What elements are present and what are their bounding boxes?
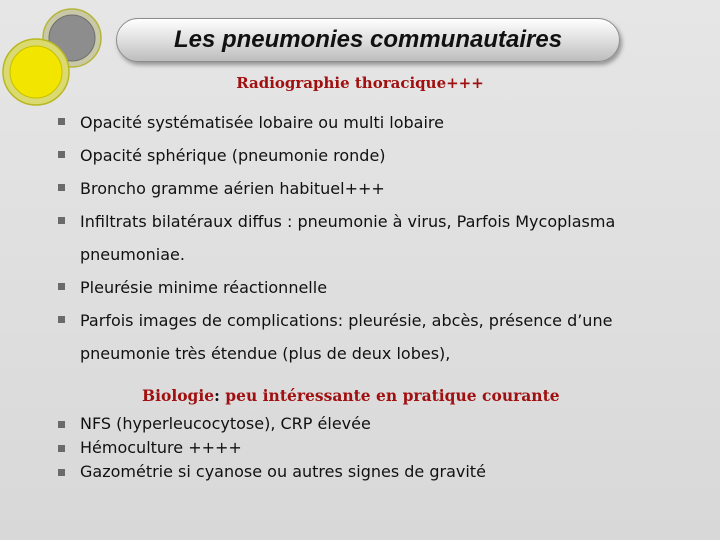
section-heading-radiography: Radiographie thoracique+++ xyxy=(236,74,484,92)
square-bullet-icon xyxy=(58,283,65,290)
square-bullet-icon xyxy=(58,316,65,323)
list-item: NFS (hyperleucocytose), CRP élevée xyxy=(58,412,698,436)
biology-label: Biologie xyxy=(142,386,215,405)
square-bullet-icon xyxy=(58,469,65,476)
square-bullet-icon xyxy=(58,184,65,191)
biology-list xyxy=(58,412,698,484)
list-item: Hémoculture ++++ xyxy=(58,436,698,460)
list-item: Infiltrats bilatéraux diffus : pneumonie à virus, Parfois Mycoplasma pneumoniae. xyxy=(58,205,698,271)
list-item: Gazométrie si cyanose ou autres signes de gravité xyxy=(58,460,698,484)
page-title: Les pneumonies communautaires xyxy=(173,26,563,53)
square-bullet-icon xyxy=(58,217,65,224)
title-banner xyxy=(116,18,620,62)
decorative-discs xyxy=(0,0,130,110)
square-bullet-icon xyxy=(58,421,65,428)
square-bullet-icon xyxy=(58,445,65,452)
radiography-list xyxy=(58,106,698,370)
biology-separator: : xyxy=(214,386,220,405)
biology-text: peu intéressante en pratique courante xyxy=(225,386,560,405)
list-item: Opacité systématisée lobaire ou multi lobaire xyxy=(58,106,698,139)
list-item: Pleurésie minime réactionnelle xyxy=(58,271,698,304)
list-item: Opacité sphérique (pneumonie ronde) xyxy=(58,139,698,172)
list-item: Broncho gramme aérien habituel+++ xyxy=(58,172,698,205)
list-item: Parfois images de complications: pleurésie, abcès, présence d’une pneumonie très étendue (plus de deux lobes), xyxy=(58,304,698,370)
section-heading-biology xyxy=(142,386,702,405)
square-bullet-icon xyxy=(58,151,65,158)
square-bullet-icon xyxy=(58,118,65,125)
